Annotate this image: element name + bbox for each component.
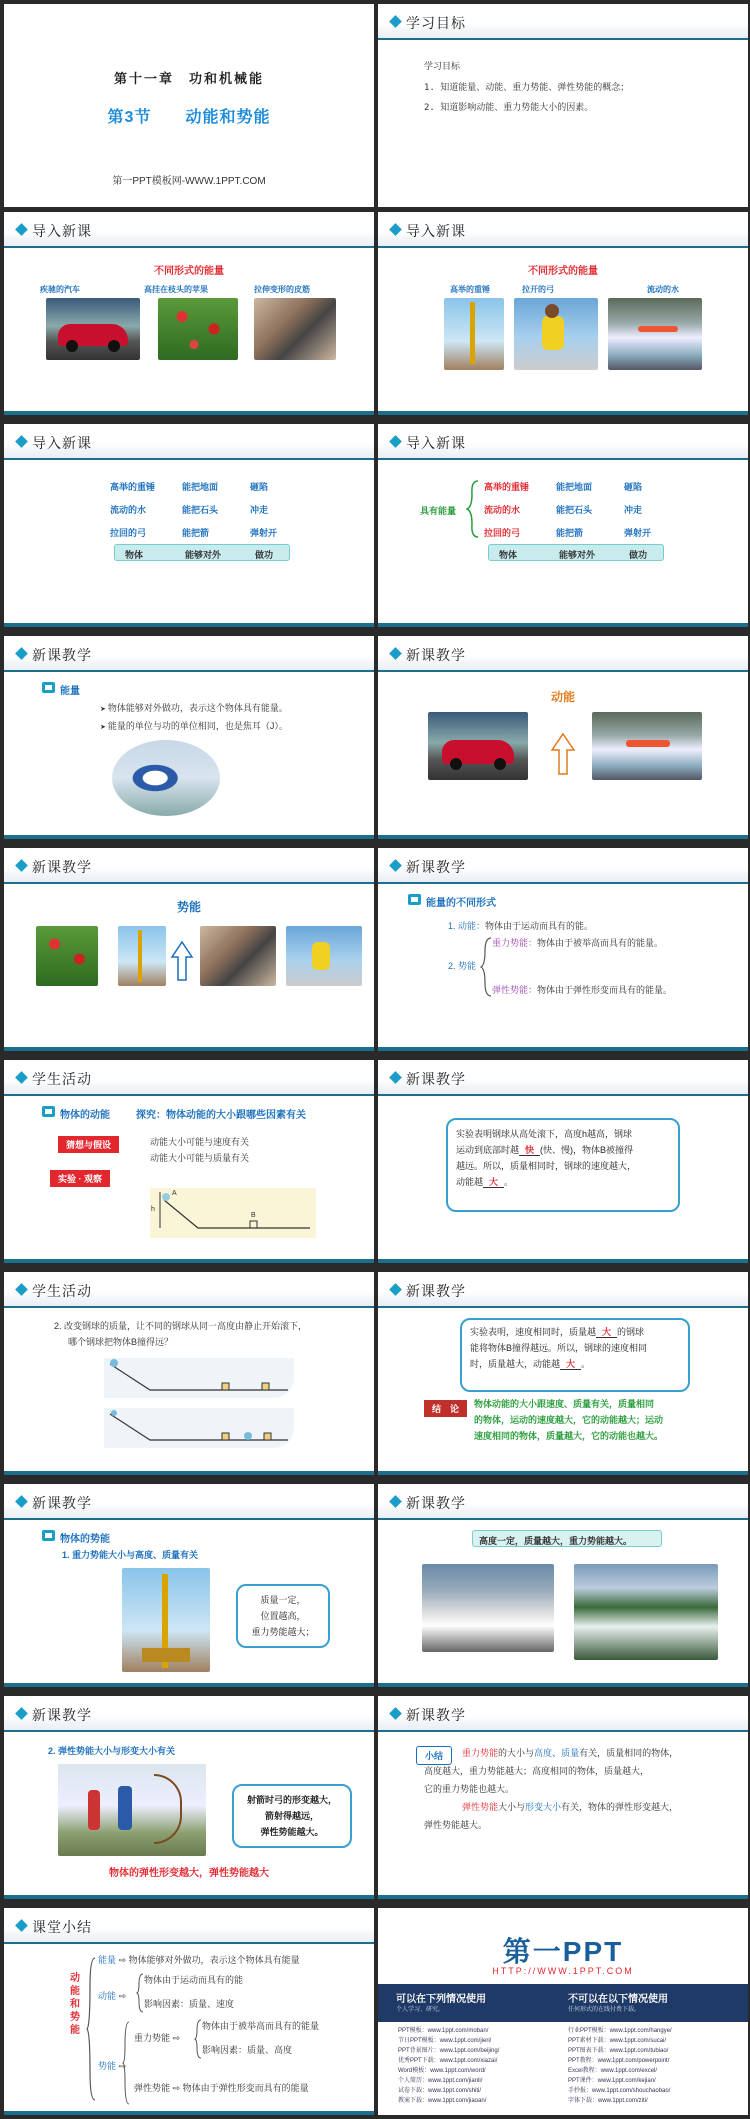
sub-heading: 2. 弹性势能大小与形变大小有关	[48, 1746, 176, 1756]
slide-19-classroom-summary	[4, 1908, 374, 2115]
slide-header: 导入新课	[378, 212, 748, 248]
pile-driver-photo	[122, 1568, 210, 1672]
slide-18-summary	[378, 1696, 748, 1899]
slide-13-activity	[4, 1272, 374, 1475]
table-cell: 能把地面	[556, 482, 593, 492]
link[interactable]: Excel教程：www.1ppt.com/excel/	[568, 2068, 658, 2074]
slide-header: 学生活动	[4, 1060, 374, 1096]
goal-item: 1. 知道能量、动能、重力势能、弹性势能的概念；	[424, 83, 630, 93]
conclusion-text: 物体动能的大小跟速度、质量有关，质量相同 的物体，运动的速度越大，它的动能越大；运动 速度相同的物体，质量越大，它的动能也越大。	[474, 1399, 664, 1441]
brace-icon	[86, 1956, 96, 2102]
caption: 拉伸变形的皮筋	[254, 285, 310, 294]
archery-photo	[58, 1764, 206, 1856]
form-item: 1. 动能：物体由于运动而具有的能。	[448, 921, 594, 931]
link[interactable]: PPT模板：www.1ppt.com/moban/	[398, 2028, 489, 2034]
section-heading: 能量	[60, 686, 80, 697]
reservoir-photo	[574, 1564, 718, 1660]
table-cell: 砸陷	[624, 482, 643, 492]
form-subitem: 弹性势能：物体由于弹性形变而具有的能量。	[492, 985, 673, 995]
conclusion-tag: 结 论	[424, 1400, 467, 1417]
rubber-band-photo	[200, 926, 276, 986]
slide-subtitle: 不同形式的能量	[528, 266, 598, 277]
slide-header: 导入新课	[4, 212, 374, 248]
slide-header: 新课教学	[378, 1696, 748, 1732]
rapids-photo	[592, 712, 702, 780]
diamond-icon	[389, 859, 402, 872]
table-cell: 流动的水	[484, 505, 521, 515]
diamond-icon	[15, 1495, 28, 1508]
vertical-title: 动 能 和 势 能	[70, 1973, 80, 2036]
site-logo: 第一PPT	[502, 1936, 624, 1967]
brace-icon	[466, 479, 480, 539]
slide-subtitle: 动能	[550, 690, 575, 704]
caption: 拉开的弓	[522, 285, 554, 294]
summary-row: 动能 ⇨	[98, 1991, 127, 2001]
link[interactable]: 试卷下载：www.1ppt.com/shiti/	[398, 2088, 482, 2094]
link[interactable]: PPT素材下载：www.1ppt.com/sucai/	[568, 2038, 667, 2044]
slide-5-intro-table	[4, 424, 374, 627]
summary-row: 物体由于被举高而具有的能量	[202, 2021, 320, 2031]
table-cell: 冲走	[250, 505, 269, 515]
brace-icon	[480, 936, 492, 998]
link[interactable]: PPT图表下载：www.1ppt.com/tubiao/	[568, 2048, 669, 2054]
slide-header: 导入新课	[4, 424, 374, 460]
summary-row: 弹性势能 ⇨ 物体由于弹性形变而具有的能量	[134, 2083, 309, 2093]
rubber-band-photo	[254, 298, 336, 360]
slide-header: 学习目标	[378, 4, 748, 40]
diamond-icon	[389, 223, 402, 236]
info-bubble: 射箭时弓的形变越大， 箭射得越远， 弹性势能越大。	[232, 1784, 352, 1848]
slide-header: 新课教学	[378, 636, 748, 672]
link[interactable]: 手抄报：www.1ppt.com/shouchaobao/	[568, 2088, 671, 2094]
table-cell: 能把石头	[182, 505, 219, 515]
diamond-icon	[389, 1707, 402, 1720]
slide-subtitle: 势能	[176, 900, 201, 914]
ramp-diagram: h A B	[150, 1188, 316, 1238]
site-url: HTTP://WWW.1PPT.COM	[492, 1966, 634, 1976]
slide-header: 新课教学	[378, 1484, 748, 1520]
goals-label: 学习目标	[424, 62, 461, 72]
caption: 物体的弹性形变越大，弹性势能越大	[109, 1868, 269, 1879]
slide-2-goals	[378, 4, 748, 207]
table-cell: 能把地面	[182, 482, 219, 492]
result-bubble: 实验表明，速度相同时，质量越 大 的钢球 能将物体B撞得越远。所以，钢球的速度相同 时，质量越大，动能越 大 。	[460, 1318, 690, 1392]
license-panel: 可以在下列情况使用 个人学习、研究。 不可以在以下情况使用 任何形式的在线付费下载。 PPT模板：www.1ppt.com/moban/ 节日PPT模板：www.1ppt.com/jieri/ PPT背景图片：www.1ppt.com/beijing/ 优秀PPT下载：www.1ppt.com/xiazai/ Word模板：www.1ppt.com/word/ 个人简历：www.1ppt.com/jianli/ 试卷下载：www.1ppt.com/shiti/ 教案下载：www.1ppt.com/jiaoan/ 行业PPT模板：www.1ppt.com/hangye/ PPT素材下载：www.1ppt.com/sucai/ PPT图表下载：www.1ppt.com/tubiao/ PPT教程：www.1ppt.com/powerpoint/ Excel教程：www.1ppt.com/excel/ PPT课件：www.1ppt.com/kejian/ 手抄报：www.1ppt.com/shouchaobao/ 字体下载：www.1ppt.com/ziti/	[378, 1984, 748, 2115]
table-cell: 弹射开	[250, 528, 278, 538]
slide-header: 新课教学	[4, 1484, 374, 1520]
diamond-icon	[389, 1071, 402, 1084]
slide-header: 新课教学	[4, 848, 374, 884]
slide-11-activity	[4, 1060, 374, 1263]
brace-icon	[136, 1972, 144, 2014]
archers-photo	[112, 740, 220, 816]
question-text: 2. 改变钢球的质量，让不同的钢球从同一高度由静止开始滚下，	[54, 1321, 308, 1331]
diamond-icon	[389, 647, 402, 660]
link[interactable]: 节日PPT模板：www.1ppt.com/jieri/	[398, 2038, 492, 2044]
car-photo	[46, 298, 140, 360]
experiment-tag: 实验 · 观察	[50, 1170, 110, 1187]
link[interactable]: PPT教程：www.1ppt.com/powerpoint/	[568, 2058, 670, 2064]
table-cell: 弹射开	[624, 528, 652, 538]
hypothesis-text: 动能大小可能与速度有关	[150, 1137, 250, 1147]
goal-item: 2. 知道影响动能、重力势能大小的因素。	[424, 103, 594, 113]
summary-bar: 物体 能够对外 做功	[114, 544, 290, 561]
table-cell: 能把箭	[182, 528, 210, 538]
diamond-icon	[15, 1283, 28, 1296]
apple-tree-photo	[36, 926, 98, 986]
dam-photo	[422, 1564, 554, 1652]
diamond-icon	[389, 435, 402, 448]
summary-row: 重力势能 ⇨	[134, 2033, 181, 2043]
pile-driver-photo	[444, 298, 504, 370]
slide-header: 新课教学	[4, 1696, 374, 1732]
table-cell: 能把箭	[556, 528, 584, 538]
link[interactable]: 优秀PPT下载：www.1ppt.com/xiazai/	[398, 2058, 498, 2064]
ramp-diagram	[104, 1358, 294, 1398]
summary-row: 势能 ⇨	[98, 2061, 127, 2071]
diamond-icon	[389, 15, 402, 28]
hypothesis-tag: 猜想与假设	[58, 1136, 119, 1153]
slide-10-forms	[378, 848, 748, 1051]
slide-14-conclusion	[378, 1272, 748, 1475]
arrow-up-icon	[550, 732, 576, 776]
diamond-icon	[389, 1495, 402, 1508]
table-cell: 能把石头	[556, 505, 593, 515]
link[interactable]: 个人简历：www.1ppt.com/jianli/	[398, 2078, 483, 2084]
book-icon	[42, 1106, 55, 1117]
slide-header: 学生活动	[4, 1272, 374, 1308]
slide-12-result	[378, 1060, 748, 1263]
sub-heading: 1. 重力势能大小与高度、质量有关	[62, 1550, 199, 1560]
diamond-icon	[15, 647, 28, 660]
car-photo	[428, 712, 528, 780]
slide-header: 课堂小结	[4, 1908, 374, 1944]
diamond-icon	[15, 1071, 28, 1084]
slide-16-dams	[378, 1484, 748, 1687]
slide-header: 新课教学	[378, 1272, 748, 1308]
hypothesis-text: 动能大小可能与质量有关	[150, 1153, 250, 1163]
slide-9-potential	[4, 848, 374, 1051]
table-cell: 高举的重锤	[110, 482, 156, 492]
slide-header: 新课教学	[4, 636, 374, 672]
question-text: 哪个钢球把物体B撞得远？	[68, 1337, 174, 1347]
pile-driver-photo	[118, 926, 166, 986]
table-cell: 高举的重锤	[484, 482, 530, 492]
table-cell: 拉回的弓	[110, 528, 147, 538]
slide-8-kinetic	[378, 636, 748, 839]
caption: 高举的重锤	[450, 285, 490, 294]
link[interactable]: 字体下载：www.1ppt.com/ziti/	[568, 2098, 648, 2104]
archer-photo	[286, 926, 362, 986]
table-cell: 砸陷	[250, 482, 269, 492]
slide-6-intro-table	[378, 424, 748, 627]
link[interactable]: 教案下载：www.1ppt.com/jiaoan/	[398, 2098, 487, 2104]
slide-header: 导入新课	[378, 424, 748, 460]
diamond-icon	[15, 1707, 28, 1720]
diamond-icon	[15, 859, 28, 872]
caption: 流动的水	[647, 285, 679, 294]
book-icon	[408, 894, 421, 905]
caption: 疾驰的汽车	[40, 285, 80, 294]
link[interactable]: 行业PPT模板：www.1ppt.com/hangye/	[568, 2028, 672, 2034]
summary-row: 能量 ⇨ 物体能够对外做功，表示这个物体具有能量	[98, 1955, 300, 1965]
explore-title: 探究：物体动能的大小跟哪些因素有关	[136, 1110, 306, 1121]
brace-icon	[122, 2020, 130, 2106]
arrow-up-icon	[170, 940, 194, 982]
bullet-item: ➤ 物体能够对外做功，表示这个物体具有能量。	[100, 700, 288, 718]
summary-row: 物体由于运动而具有的能	[144, 1975, 244, 1985]
apple-tree-photo	[158, 298, 238, 360]
summary-row: 影响因素：质量、高度	[202, 2045, 293, 2055]
form-subitem: 重力势能：物体由于被举高而具有的能量。	[492, 938, 664, 948]
diamond-icon	[15, 1919, 28, 1932]
ramp-diagram	[104, 1408, 294, 1448]
chapter-title: 第十一章 功和机械能	[113, 71, 264, 86]
slide-subtitle: 不同形式的能量	[154, 266, 224, 277]
summary-tag: 小结	[416, 1746, 452, 1765]
slide-4-intro	[378, 212, 748, 415]
group-label: 具有能量	[420, 506, 457, 516]
summary-bar: 高度一定，质量越大，重力势能越大。	[472, 1530, 662, 1547]
link[interactable]: PPT课件：www.1ppt.com/kejian/	[568, 2078, 656, 2084]
form-item: 2. 势能	[448, 961, 477, 971]
summary-row: 影响因素：质量、速度	[144, 1999, 235, 2009]
slide-7-energy	[4, 636, 374, 839]
link[interactable]: Word模板：www.1ppt.com/word/	[398, 2068, 486, 2074]
summary-text: 重力势能的大小与高度、质量有关，质量相同的物体， 高度越大，重力势能越大；高度相同的物体，质量越大， 它的重力势能也越大。 弹性势能大小与形变大小有关，物体的弹性形变越大， 弹性势能越大。	[424, 1748, 679, 1830]
table-cell: 流动的水	[110, 505, 147, 515]
link[interactable]: PPT背景图片：www.1ppt.com/beijing/	[398, 2048, 500, 2054]
summary-bar: 物体 能够对外 做功	[488, 544, 664, 561]
table-cell: 拉回的弓	[484, 528, 521, 538]
diamond-icon	[15, 435, 28, 448]
caption: 高挂在枝头的苹果	[144, 285, 208, 294]
book-icon	[42, 1530, 55, 1541]
result-bubble: 实验表明钢球从高处滚下，高度h越高，钢球 运动到底部时越 快 (快、慢)，物体B被撞得 越远。所以，质量相同时，钢球的速度越大， 动能越 大 。	[446, 1118, 680, 1212]
section-heading: 物体的势能	[60, 1534, 110, 1545]
book-icon	[42, 682, 55, 693]
slide-header: 新课教学	[378, 1060, 748, 1096]
slide-header: 新课教学	[378, 848, 748, 884]
bullet-item: ➤ 能量的单位与功的单位相同，也是焦耳（J）。	[100, 718, 288, 736]
slide-1-title	[4, 4, 374, 207]
site-credit: 第一PPT模板网-WWW.1PPT.COM	[112, 176, 266, 187]
section-title: 第3节 动能和势能	[107, 109, 271, 126]
info-bubble: 质量一定， 位置越高， 重力势能越大；	[236, 1584, 330, 1648]
link-list	[378, 2022, 748, 2115]
brace-icon	[194, 2018, 202, 2060]
slide-17-elastic	[4, 1696, 374, 1899]
slide-15-gravity	[4, 1484, 374, 1687]
section-heading: 物体的动能	[60, 1110, 110, 1121]
slide-3-intro	[4, 212, 374, 415]
table-cell: 冲走	[624, 505, 643, 515]
section-heading: 能量的不同形式	[426, 898, 496, 909]
diamond-icon	[15, 223, 28, 236]
archer-photo	[514, 298, 598, 370]
slide-20-credits	[378, 1908, 748, 2115]
diamond-icon	[389, 1283, 402, 1296]
rapids-photo	[608, 298, 702, 370]
